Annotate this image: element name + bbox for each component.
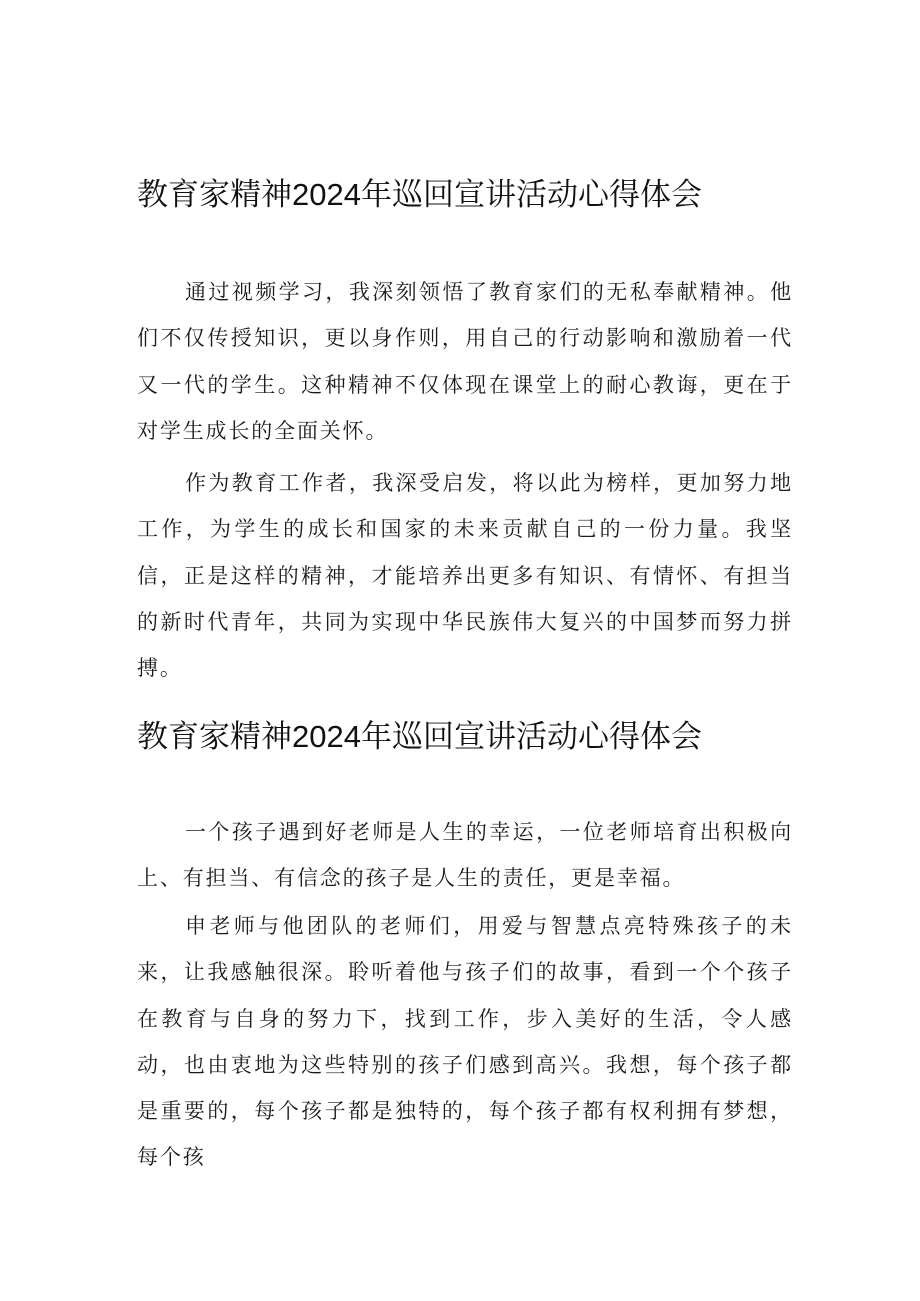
- article-title: 教育家精神2024年巡回宣讲活动心得体会: [137, 719, 702, 754]
- body-paragraph: 一个孩子遇到好老师是人生的幸运，一位老师培育出积极向上、有担当、有信念的孩子是人生的责任，更是幸福。: [137, 820, 793, 891]
- article-title: 教育家精神2024年巡回宣讲活动心得体会: [137, 177, 702, 212]
- body-paragraph: 作为教育工作者，我深受启发，将以此为榜样，更加努力地工作，为学生的成长和国家的未来贡献自己的一份力量。我坚信，正是这样的精神，才能培养出更多有知识、有情怀、有担当的新时代青年，共同为实现中华民族伟大复兴的中国梦而努力拼搏。: [137, 471, 793, 681]
- body-paragraph: 通过视频学习，我深刻领悟了教育家们的无私奉献精神。他们不仅传授知识，更以身作则，用自己的行动影响和激励着一代又一代的学生。这种精神不仅体现在课堂上的耐心教诲，更在于对学生成长的全面关怀。: [137, 280, 793, 443]
- body-paragraph: 申老师与他团队的老师们，用爱与智慧点亮特殊孩子的未来，让我感触很深。聆听着他与孩子们的故事，看到一个个孩子在教育与自身的努力下，找到工作，步入美好的生活，令人感动，也由衷地为这些特别的孩子们感到高兴。我想，每个孩子都是重要的，每个孩子都是独特的，每个孩子都有权利拥有梦想，每个孩: [137, 914, 793, 1170]
